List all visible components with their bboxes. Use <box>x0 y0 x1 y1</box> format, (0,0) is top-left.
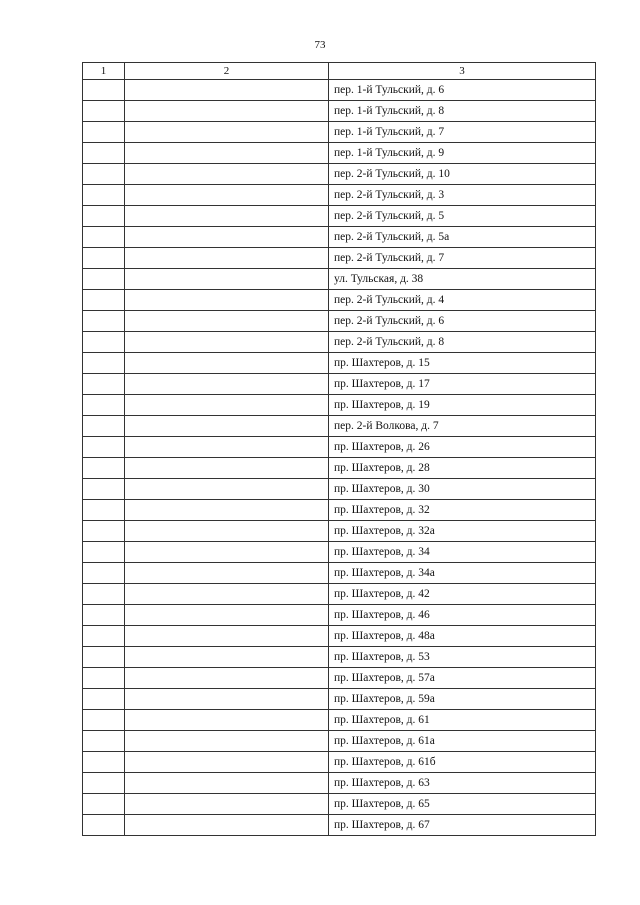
empty-cell <box>83 290 125 311</box>
empty-cell <box>125 647 329 668</box>
address-cell: пр. Шахтеров, д. 61а <box>329 731 596 752</box>
empty-cell <box>83 353 125 374</box>
address-cell: пр. Шахтеров, д. 63 <box>329 773 596 794</box>
empty-cell <box>125 626 329 647</box>
table-row <box>83 143 596 164</box>
address-cell: пр. Шахтеров, д. 48а <box>329 626 596 647</box>
empty-cell <box>125 521 329 542</box>
empty-cell <box>83 395 125 416</box>
table-row <box>83 437 596 458</box>
table-row <box>83 752 596 773</box>
address-cell: пр. Шахтеров, д. 19 <box>329 395 596 416</box>
table-row <box>83 584 596 605</box>
table-row <box>83 416 596 437</box>
table-row <box>83 80 596 101</box>
table-row <box>83 563 596 584</box>
empty-cell <box>125 794 329 815</box>
empty-cell <box>83 731 125 752</box>
table-row <box>83 269 596 290</box>
empty-cell <box>83 794 125 815</box>
address-cell: пр. Шахтеров, д. 32а <box>329 521 596 542</box>
empty-cell <box>83 437 125 458</box>
address-cell: ул. Тульская, д. 38 <box>329 269 596 290</box>
address-cell: пер. 2-й Волкова, д. 7 <box>329 416 596 437</box>
address-cell: пр. Шахтеров, д. 32 <box>329 500 596 521</box>
empty-cell <box>83 500 125 521</box>
empty-cell <box>125 248 329 269</box>
empty-cell <box>125 500 329 521</box>
empty-cell <box>83 542 125 563</box>
address-cell: пер. 1-й Тульский, д. 9 <box>329 143 596 164</box>
empty-cell <box>125 164 329 185</box>
table-row <box>83 332 596 353</box>
empty-cell <box>125 80 329 101</box>
address-table <box>82 62 596 836</box>
page-number: 73 <box>314 39 326 51</box>
empty-cell <box>125 416 329 437</box>
table-row <box>83 164 596 185</box>
table-row <box>83 521 596 542</box>
address-cell: пр. Шахтеров, д. 67 <box>329 815 596 836</box>
table-row <box>83 248 596 269</box>
table-row <box>83 794 596 815</box>
table-row <box>83 395 596 416</box>
empty-cell <box>83 164 125 185</box>
empty-cell <box>83 248 125 269</box>
address-cell: пер. 2-й Тульский, д. 6 <box>329 311 596 332</box>
table-header-row <box>83 63 596 80</box>
empty-cell <box>83 416 125 437</box>
address-cell: пер. 1-й Тульский, д. 6 <box>329 80 596 101</box>
table-row <box>83 374 596 395</box>
empty-cell <box>125 563 329 584</box>
table-row <box>83 773 596 794</box>
address-cell: пр. Шахтеров, д. 61 <box>329 710 596 731</box>
table-row <box>83 458 596 479</box>
address-cell: пр. Шахтеров, д. 57а <box>329 668 596 689</box>
address-cell: пр. Шахтеров, д. 34 <box>329 542 596 563</box>
address-cell: пер. 2-й Тульский, д. 5 <box>329 206 596 227</box>
empty-cell <box>83 563 125 584</box>
address-cell: пр. Шахтеров, д. 53 <box>329 647 596 668</box>
empty-cell <box>125 605 329 626</box>
address-cell: пер. 2-й Тульский, д. 4 <box>329 290 596 311</box>
empty-cell <box>83 332 125 353</box>
empty-cell <box>83 185 125 206</box>
address-cell: пер. 2-й Тульский, д. 10 <box>329 164 596 185</box>
table-row <box>83 353 596 374</box>
address-cell: пр. Шахтеров, д. 61б <box>329 752 596 773</box>
empty-cell <box>83 101 125 122</box>
empty-cell <box>125 122 329 143</box>
empty-cell <box>83 227 125 248</box>
empty-cell <box>125 689 329 710</box>
empty-cell <box>125 269 329 290</box>
empty-cell <box>83 458 125 479</box>
empty-cell <box>83 815 125 836</box>
table-row <box>83 626 596 647</box>
empty-cell <box>125 815 329 836</box>
table-row <box>83 815 596 836</box>
column-header-2: 2 <box>125 63 329 80</box>
table-row <box>83 689 596 710</box>
empty-cell <box>125 479 329 500</box>
address-cell: пер. 1-й Тульский, д. 8 <box>329 101 596 122</box>
empty-cell <box>83 521 125 542</box>
empty-cell <box>83 584 125 605</box>
table-row <box>83 101 596 122</box>
address-cell: пр. Шахтеров, д. 42 <box>329 584 596 605</box>
empty-cell <box>83 752 125 773</box>
table-row <box>83 647 596 668</box>
empty-cell <box>83 269 125 290</box>
empty-cell <box>125 395 329 416</box>
empty-cell <box>83 80 125 101</box>
empty-cell <box>83 647 125 668</box>
table-row <box>83 122 596 143</box>
empty-cell <box>83 206 125 227</box>
address-cell: пер. 2-й Тульский, д. 5а <box>329 227 596 248</box>
table-row <box>83 668 596 689</box>
column-header-3: 3 <box>329 63 596 80</box>
table-body <box>83 80 596 836</box>
address-cell: пр. Шахтеров, д. 65 <box>329 794 596 815</box>
empty-cell <box>125 311 329 332</box>
empty-cell <box>125 458 329 479</box>
empty-cell <box>125 374 329 395</box>
empty-cell <box>125 185 329 206</box>
empty-cell <box>125 542 329 563</box>
empty-cell <box>83 668 125 689</box>
address-cell: пер. 2-й Тульский, д. 7 <box>329 248 596 269</box>
column-header-1: 1 <box>83 63 125 80</box>
empty-cell <box>125 584 329 605</box>
table-row <box>83 605 596 626</box>
empty-cell <box>125 668 329 689</box>
table-row <box>83 185 596 206</box>
empty-cell <box>125 353 329 374</box>
address-cell: пер. 2-й Тульский, д. 3 <box>329 185 596 206</box>
empty-cell <box>83 311 125 332</box>
address-cell: пер. 2-й Тульский, д. 8 <box>329 332 596 353</box>
address-cell: пер. 1-й Тульский, д. 7 <box>329 122 596 143</box>
empty-cell <box>83 122 125 143</box>
empty-cell <box>83 773 125 794</box>
address-cell: пр. Шахтеров, д. 28 <box>329 458 596 479</box>
empty-cell <box>125 437 329 458</box>
empty-cell <box>83 143 125 164</box>
empty-cell <box>83 605 125 626</box>
table-row <box>83 731 596 752</box>
empty-cell <box>83 710 125 731</box>
empty-cell <box>125 206 329 227</box>
table-row <box>83 227 596 248</box>
table-row <box>83 479 596 500</box>
table-row <box>83 542 596 563</box>
empty-cell <box>125 731 329 752</box>
empty-cell <box>83 479 125 500</box>
empty-cell <box>125 752 329 773</box>
table-row <box>83 290 596 311</box>
address-cell: пр. Шахтеров, д. 59а <box>329 689 596 710</box>
address-cell: пр. Шахтеров, д. 15 <box>329 353 596 374</box>
empty-cell <box>125 773 329 794</box>
empty-cell <box>83 626 125 647</box>
address-cell: пр. Шахтеров, д. 26 <box>329 437 596 458</box>
address-cell: пр. Шахтеров, д. 30 <box>329 479 596 500</box>
table-row <box>83 710 596 731</box>
empty-cell <box>83 374 125 395</box>
empty-cell <box>125 101 329 122</box>
empty-cell <box>125 227 329 248</box>
address-cell: пр. Шахтеров, д. 17 <box>329 374 596 395</box>
address-cell: пр. Шахтеров, д. 34а <box>329 563 596 584</box>
table-row <box>83 311 596 332</box>
empty-cell <box>125 710 329 731</box>
table-row <box>83 500 596 521</box>
empty-cell <box>83 689 125 710</box>
empty-cell <box>125 290 329 311</box>
address-cell: пр. Шахтеров, д. 46 <box>329 605 596 626</box>
empty-cell <box>125 143 329 164</box>
table-row <box>83 206 596 227</box>
empty-cell <box>125 332 329 353</box>
